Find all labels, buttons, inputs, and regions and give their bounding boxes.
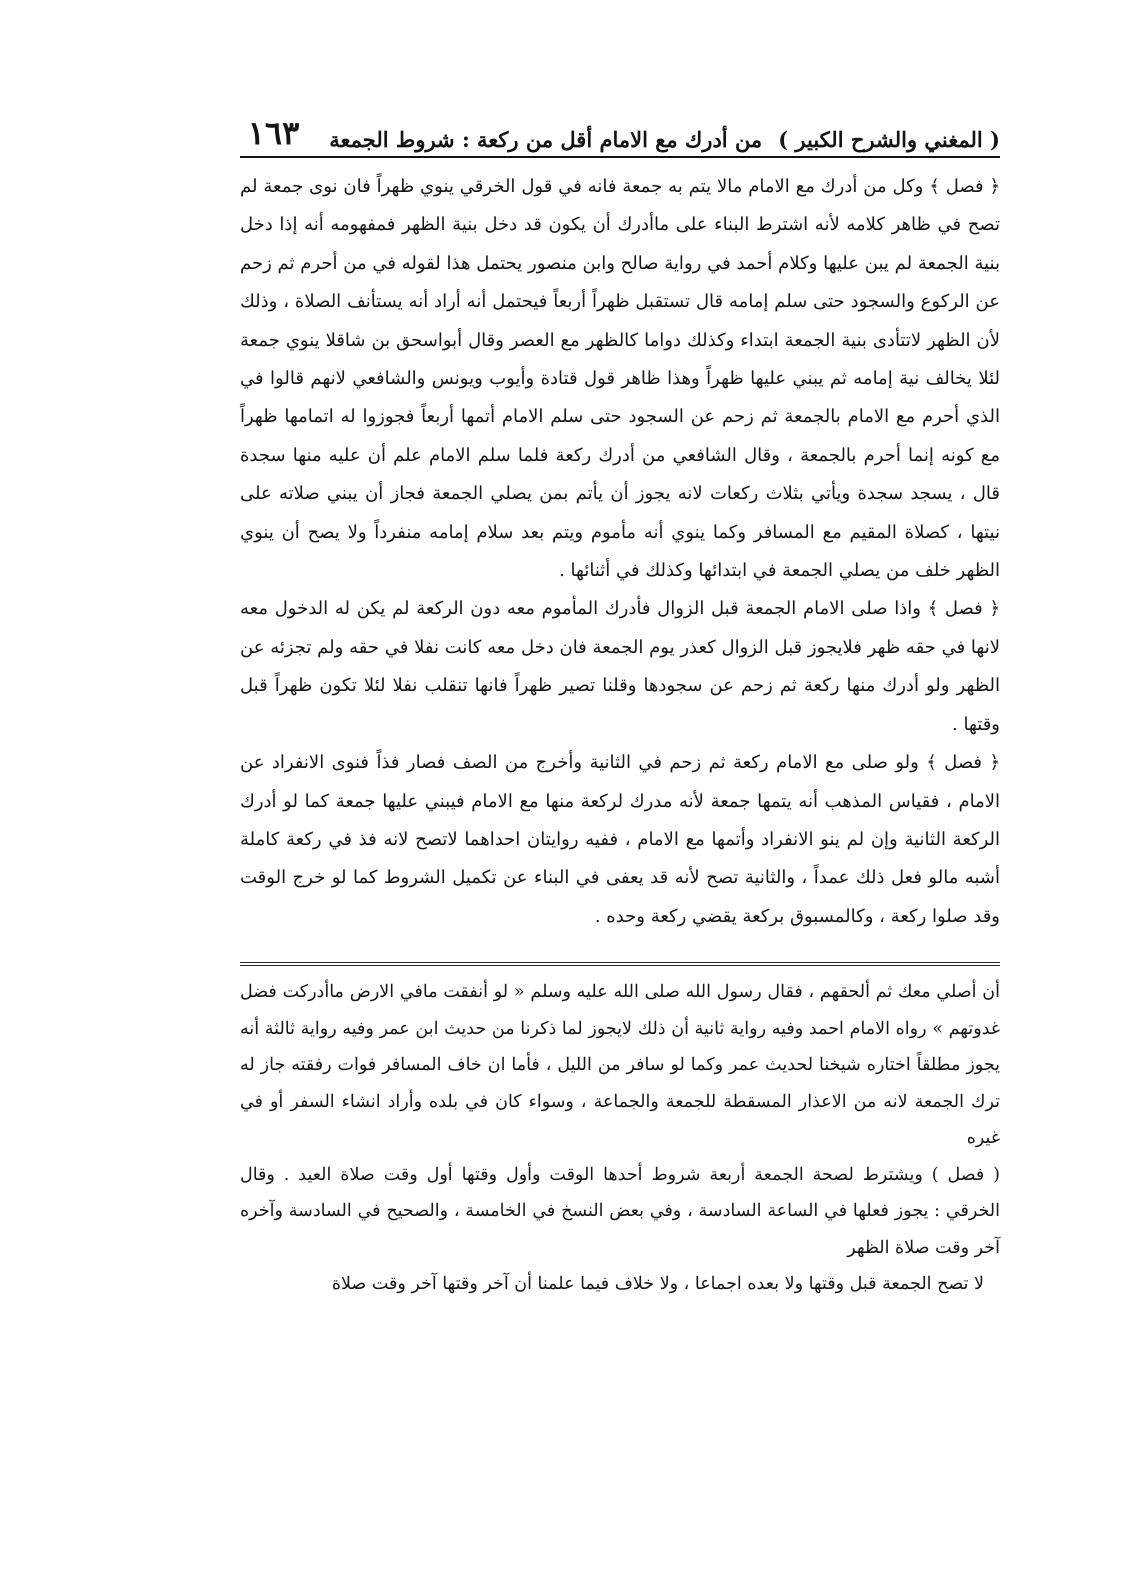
book-page [240, 100, 1000, 1303]
header-rule [240, 156, 1000, 158]
main-paragraph: ﴿ فصل ﴾ واذا صلى الامام الجمعة قبل الزوال فأدرك المأموم معه دون الركعة لم يكن له الدخول معه لانها في حقه ظهر فلايجوز قبل الزوال كعذر يوم الجمعة فان دخل معه كانت نفلا في حقه ولم تجزئه عن الظهر ولو أدرك منها ركعة ثم زحم عن سجودها وقلنا تصير ظهراً فانها تنقلب نفلا لئلا تكون ظهراً قبل وقتها . [240, 598, 1000, 735]
page-number: ١٦٣ [247, 114, 300, 152]
main-text [240, 168, 1000, 936]
running-header [240, 100, 1000, 152]
footnote-divider [240, 962, 1000, 966]
footnote-text [240, 974, 1000, 1303]
main-paragraph: ﴿ فصل ﴾ وكل من أدرك مع الامام مالا يتم به جمعة فانه في قول الخرقي ينوي ظهراً فان نوى جمعة لم تصح في ظاهر كلامه لأنه اشترط البناء على ماأدرك أن يكون قد دخل بنية الظهر فمفهومه أنه إذا دخل بنية الجمعة لم يبن عليها وكلام أحمد في رواية صالح وابن منصور يحتمل هذا لقوله في من أحرم ثم زحم عن الركوع والسجود حتى سلم إمامه قال تستقبل ظهراً أربعاً فيحتمل أنه أراد أنه يستأنف الصلاة ، وذلك لأن الظهر لاتتأدى بنية الجمعة ابتداء وكذلك دواما كالظهر مع العصر وقال أبواسحق بن شاقلا ينوي جمعة لئلا يخالف نية إمامه ثم يبني عليها ظهراً وهذا ظاهر قول قتادة وأيوب ويونس والشافعي لانهم قالوا في الذي أحرم مع الامام بالجمعة ثم زحم عن السجود حتى سلم الامام أتمها أربعاً فجوزوا له اتمامها ظهراً مع كونه إنما أحرم بالجمعة ، وقال الشافعي من أدرك ركعة فلما سلم الامام علم أن عليه منها سجدة قال ، يسجد سجدة ويأتي بثلاث ركعات لانه يجوز أن يأتم بمن يصلي الجمعة فجاز أن يبني صلاته على نيتها ، كصلاة المقيم مع المسافر وكما ينوي أنه مأموم ويتم بعد سلام إمامه منفرداً ولا يصح أن ينوي الظهر خلف من يصلي الجمعة في ابتدائها وكذلك في أثنائها . [240, 176, 1001, 582]
footnote-paragraph: أن أصلي معك ثم ألحقهم ، فقال رسول الله صلى الله عليه وسلم « لو أنفقت مافي الارض ماأدركت فضل غدوتهم » رواه الامام احمد وفيه رواية ثانية أن ذلك لايجوز لما ذكرنا من حديث ابن عمر وفيه رواية ثالثة أنه يجوز مطلقاً اختاره شيخنا لحديث عمر وكما لو سافر من الليل ، فأما ان خاف المسافر فوات رفقته جاز له ترك الجمعة لانه من الاعذار المسقطة للجمعة والجماعة ، وسواء كان في بلده وأراد انشاء السفر أو في غيره [240, 982, 1000, 1149]
footnote-paragraph: لا تصح الجمعة قبل وقتها ولا بعده اجماعا ، ولا خلاف فيما علمنا أن آخر وقتها آخر وقت صلاة [331, 1274, 984, 1295]
book-title: ( المغني والشرح الكبير ) [778, 127, 1000, 152]
footnote-paragraph: ( فصل ) ويشترط لصحة الجمعة أربعة شروط أحدها الوقت وأول وقتها أول وقت صلاة العيد . وقال الخرقي : يجوز فعلها في الساعة السادسة ، وفي بعض النسخ في الخامسة ، والصحيح في السادسة وآخره آخر وقت صلاة الظهر [240, 1164, 1000, 1258]
main-paragraph: ﴿ فصل ﴾ ولو صلى مع الامام ركعة ثم زحم في الثانية وأخرج من الصف فصار فذاً فنوى الانفراد عن الامام ، فقياس المذهب أنه يتمها جمعة لأنه مدرك لركعة منها مع الامام فيبني عليها جمعة كما لو أدرك الركعة الثانية وإن لم ينو الانفراد وأتمها مع الامام ، ففيه روايتان احداهما لاتصح لانه فذ في ركعة كاملة أشبه مالو فعل ذلك عمداً ، والثانية تصح لأنه قد يعفى في البناء عن تكميل الشروط كما لو خرج الوقت وقد صلوا ركعة ، وكالمسبوق بركعة يقضي ركعة وحده . [240, 752, 1000, 927]
chapter-title: من أدرك مع الامام أقل من ركعة : شروط الجمعة [329, 127, 763, 152]
